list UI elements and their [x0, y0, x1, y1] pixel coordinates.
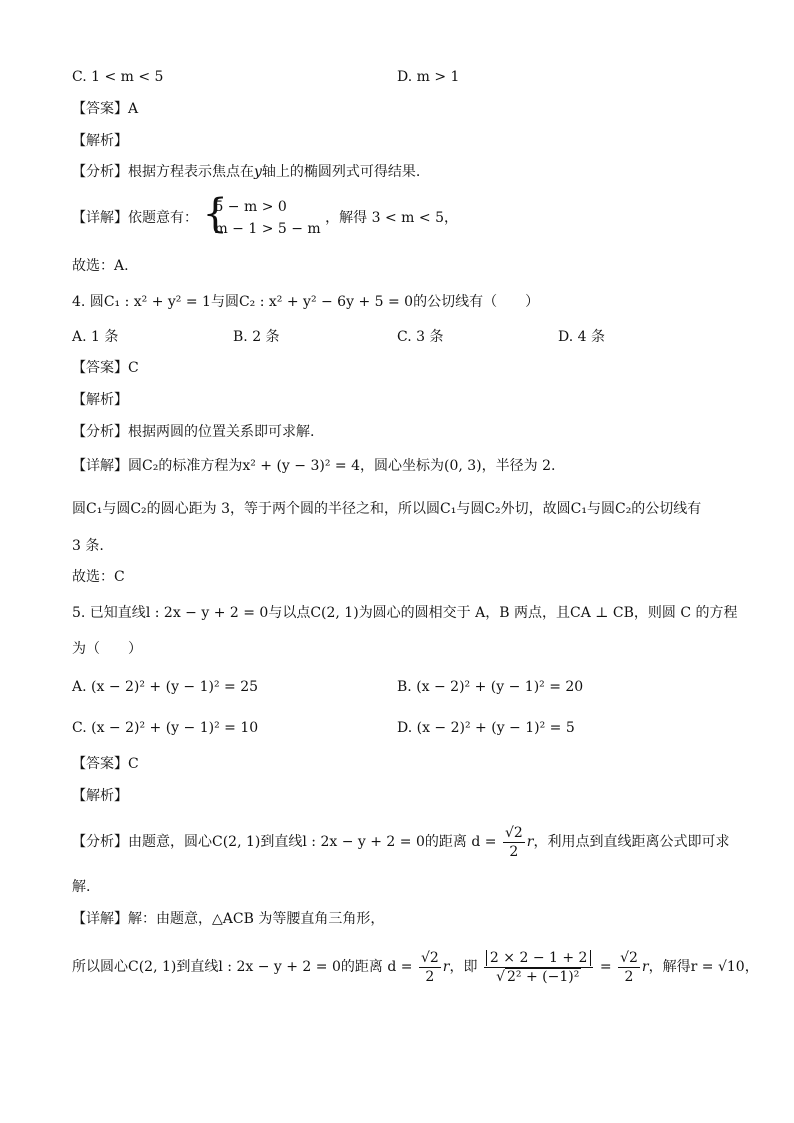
- q4-choose: 故选：C: [72, 569, 125, 585]
- q4-option-c: C. 3 条: [397, 329, 444, 345]
- inequality-system: { 5 − m > 0 m − 1 > 5 − m: [202, 191, 321, 237]
- q4-xiangjie: 【详解】圆C₂的标准方程为x² + (y − 3)² = 4，圆心坐标为(0, 3)，半径为 2.: [72, 458, 556, 474]
- q4-analysis-heading: 【解析】: [72, 392, 128, 408]
- q4-option-d: D. 4 条: [558, 329, 605, 345]
- option-d: D. m > 1: [397, 69, 460, 85]
- q4-fenxi: 【分析】根据两圆的位置关系即可求解.: [72, 424, 315, 440]
- fraction-sqrt2-over-2: $\frac{√2}{2}$: [504, 824, 523, 860]
- choose-text: 故选：A.: [72, 258, 129, 274]
- q5-analysis-heading: 【解析】: [72, 788, 128, 804]
- q4-option-b: B. 2 条: [233, 329, 280, 345]
- q5-option-a: A. (x − 2)² + (y − 1)² = 25: [72, 679, 259, 695]
- q5-option-c: C. (x − 2)² + (y − 1)² = 10: [72, 720, 259, 736]
- q5-fenxi-line2: 解.: [72, 879, 91, 895]
- q5-stem-line2: 为（ ）: [72, 641, 142, 657]
- xiangjie-text: 【详解】依题意有： { 5 − m > 0 m − 1 > 5 − m ，解得 3 < m < 5，: [72, 196, 458, 240]
- q5-answer: 【答案】C: [72, 756, 139, 772]
- answer-label: 【答案】A: [72, 101, 139, 117]
- analysis-heading: 【解析】: [72, 133, 128, 149]
- q5-option-d: D. (x − 2)² + (y − 1)² = 5: [397, 720, 575, 736]
- q5-stem: 5. 已知直线l : 2x − y + 2 = 0与以点C(2, 1)为圆心的圆相交于 A，B 两点，且CA ⊥ CB，则圆 C 的方程: [72, 605, 738, 621]
- q5-fenxi: 【分析】由题意，圆心C(2, 1)到直线l : 2x − y + 2 = 0的距离 d = $\frac{√2}{2}$ r，利用点到直线距离公式即可求: [72, 824, 730, 860]
- q4-option-a: A. 1 条: [72, 329, 119, 345]
- fraction-sqrt2-over-2-c: $\frac{√2}{2}$: [620, 949, 638, 985]
- q4-xiangjie-line3: 3 条.: [72, 538, 104, 554]
- distance-formula-fraction: $\frac{2 \times 2 - 1 + 2}{\text{√ 2² + (−1)²}}$: [484, 949, 594, 986]
- option-c: C. 1 < m < 5: [72, 69, 164, 85]
- q4-stem: 4. 圆C₁ : x² + y² = 1与圆C₂ : x² + y² − 6y + 5 = 0的公切线有（ ）: [72, 294, 540, 310]
- q5-option-b: B. (x − 2)² + (y − 1)² = 20: [397, 679, 584, 695]
- q5-xiangjie-line2: 所以圆心C(2, 1)到直线l : 2x − y + 2 = 0的距离 d = $\frac{√2}{2}$ r，即 $\frac{2 \times 2 - 1 + 2}{\text{√ 2² + (−1)²}}$ = $\frac{√2}{2}$ r，解得r = √10，: [72, 949, 759, 985]
- fraction-sqrt2-over-2-b: $\frac{√2}{2}$: [420, 949, 439, 985]
- q4-xiangjie-line2: 圆C₁与圆C₂的圆心距为 3，等于两个圆的半径之和，所以圆C₁与圆C₂外切，故圆C₁与圆C₂的公切线有: [72, 501, 702, 517]
- fenxi-text: 【分析】根据方程表示焦点在y轴上的椭圆列式可得结果.: [72, 164, 421, 180]
- q4-answer: 【答案】C: [72, 360, 139, 376]
- q5-xiangjie-line1: 【详解】解：由题意，△ACB 为等腰直角三角形，: [72, 911, 385, 927]
